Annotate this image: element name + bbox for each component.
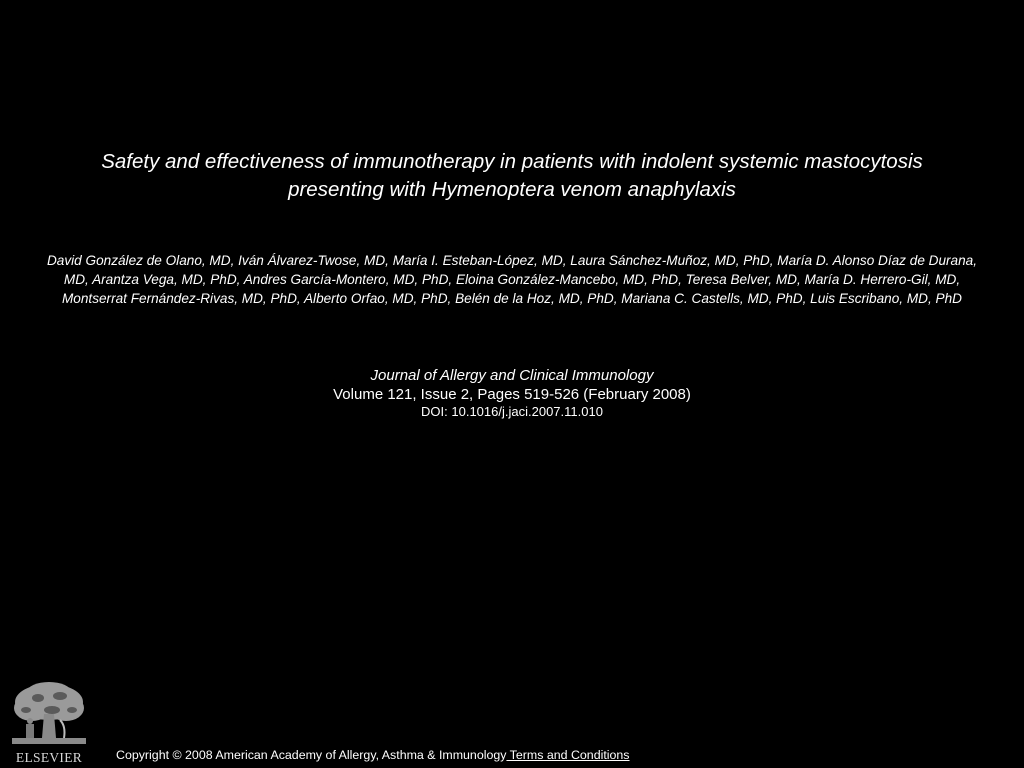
volume-info: Volume 121, Issue 2, Pages 519-526 (February 2008) bbox=[333, 386, 691, 403]
elsevier-wordmark: ELSEVIER bbox=[15, 750, 83, 765]
citation-block bbox=[100, 366, 924, 420]
terms-and-conditions-link[interactable]: Terms and Conditions bbox=[506, 748, 630, 762]
elsevier-tree-icon bbox=[8, 680, 90, 750]
doi: DOI: 10.1016/j.jaci.2007.11.010 bbox=[421, 404, 603, 419]
journal-name: Journal of Allergy and Clinical Immunology bbox=[370, 367, 654, 384]
footer bbox=[116, 748, 630, 763]
elsevier-logo bbox=[8, 680, 90, 766]
author-list: David González de Olano, MD, Iván Álvarez-Twose, MD, María I. Esteban-López, MD, Laura Sánchez-Muñoz, MD, PhD, María D. Alonso Díaz de Durana, MD, Arantza Vega, MD, PhD, Andres García-Montero, MD, PhD, Eloina González-Mancebo, MD, PhD, Teresa Belver, MD, María D. Herrero-Gil, MD, Montserrat Fernández-Rivas, MD, PhD, Alberto Orfao, MD, PhD, Belén de la Hoz, MD, PhD, Mariana C. Castells, MD, PhD, Luis Escribano, MD, PhD bbox=[46, 253, 978, 306]
article-title: Safety and effectiveness of immunotherapy in patients with indolent systemic mastocytosis presenting with Hymenoptera venom anaphylaxis bbox=[101, 150, 923, 201]
copyright-text: Copyright © 2008 American Academy of Allergy, Asthma & Immunology bbox=[116, 748, 507, 762]
